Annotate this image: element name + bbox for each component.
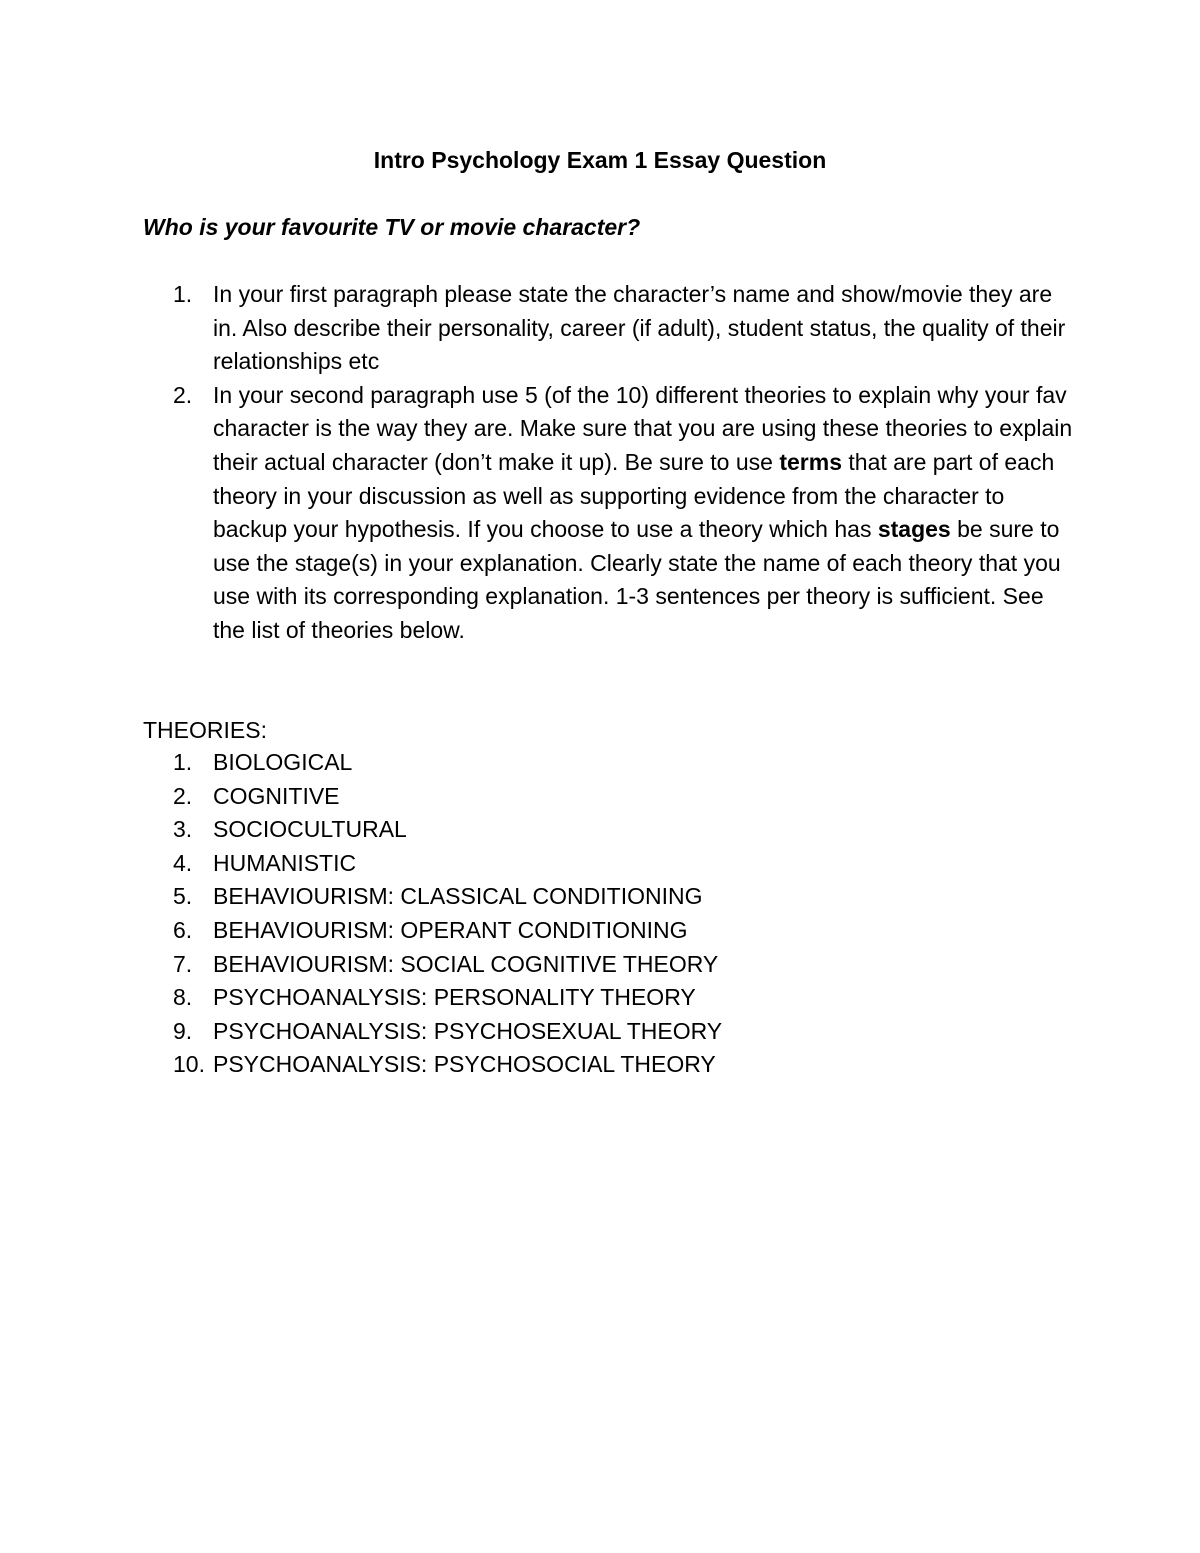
theory-item <box>143 847 1073 881</box>
theory-item <box>143 746 1073 780</box>
essay-question: Who is your favourite TV or movie character? <box>143 214 641 240</box>
theory-item <box>143 948 1073 982</box>
theory-name: BEHAVIOURISM: SOCIAL COGNITIVE THEORY <box>213 950 719 977</box>
instruction-text-part: be sure to use the stage(s) in your explanation. Clearly state the name of each theory that you use with its corresponding explanation. 1-3 sentences per theory is sufficient. See the list of theories below. <box>213 516 1061 643</box>
theory-name: BIOLOGICAL <box>213 749 353 775</box>
instructions-list <box>143 278 1073 648</box>
theory-item <box>143 813 1073 847</box>
theory-name: PSYCHOANALYSIS: PSYCHOSEXUAL THEORY <box>213 1017 723 1044</box>
theory-number: 7. <box>173 950 193 977</box>
emphasis-stages: stages <box>877 516 951 543</box>
theory-name: PSYCHOANALYSIS: PERSONALITY THEORY <box>213 984 696 1011</box>
theory-item <box>143 981 1073 1015</box>
theory-name: BEHAVIOURISM: CLASSICAL CONDITIONING <box>213 883 703 910</box>
theory-name: PSYCHOANALYSIS: PSYCHOSOCIAL THEORY <box>213 1051 716 1078</box>
instruction-number: 1. <box>173 281 193 307</box>
theories-label: THEORIES: <box>143 717 267 743</box>
instruction-text: In your first paragraph please state the character’s name and show/movie they are in. Also describe their personality, career (if adult), student status, the quality of their relationships etc <box>213 281 1066 375</box>
theory-item <box>143 914 1073 948</box>
theory-number: 6. <box>173 916 193 943</box>
theory-item <box>143 880 1073 914</box>
instruction-item <box>143 278 1073 379</box>
theory-item <box>143 1015 1073 1049</box>
instruction-item <box>143 379 1073 648</box>
emphasis-terms: terms <box>779 448 842 475</box>
theory-name: HUMANISTIC <box>213 849 357 876</box>
theory-number: 3. <box>173 816 193 843</box>
theory-number: 1. <box>173 749 193 775</box>
theory-number: 4. <box>173 849 193 876</box>
theory-item <box>143 1048 1073 1082</box>
instruction-text-part: In your second paragraph use 5 (of the 10) different theories to explain why your fav character is the way they are. Make sure that you are using these theories to explain their actual character (don’t make it up). Be sure to use <box>213 381 1073 475</box>
instruction-text-part: that are part of each theory in your discussion as well as supporting evidence from the character to backup your hypothesis. If you choose to use a theory which has <box>213 448 1055 543</box>
theory-name: BEHAVIOURISM: OPERANT CONDITIONING <box>213 916 688 943</box>
instruction-number: 2. <box>173 381 193 408</box>
document-title: Intro Psychology Exam 1 Essay Question <box>373 147 827 173</box>
theory-name: COGNITIVE <box>213 782 340 809</box>
theory-item <box>143 780 1073 814</box>
theory-number: 2. <box>173 782 193 809</box>
theories-list <box>143 746 1073 1082</box>
theory-number: 10. <box>173 1051 205 1078</box>
theory-name: SOCIOCULTURAL <box>213 816 407 843</box>
theory-number: 9. <box>173 1017 193 1044</box>
theory-number: 5. <box>173 883 193 910</box>
theory-number: 8. <box>173 984 193 1011</box>
